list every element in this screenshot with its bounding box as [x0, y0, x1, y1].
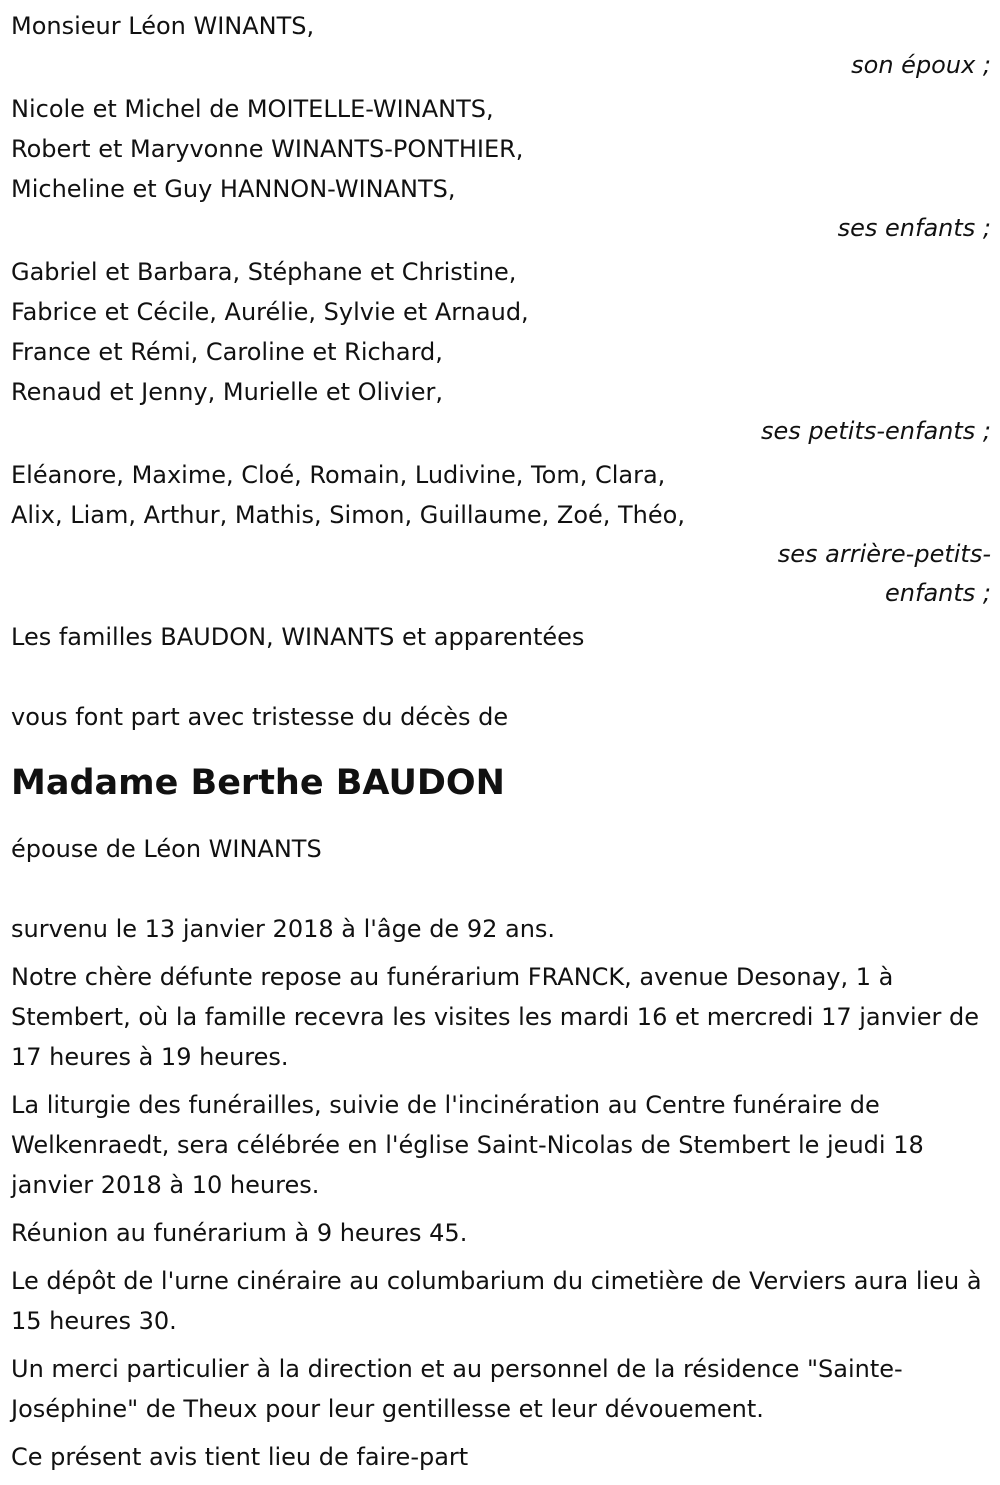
grandchildren-block — [11, 252, 991, 451]
announcement-line: vous font part avec tristesse du décès de — [11, 703, 509, 731]
great-grandchildren-role-1: ses arrière-petits- — [777, 540, 991, 568]
deceased-name: Madame Berthe BAUDON — [11, 763, 505, 803]
obituary-notice — [11, 6, 991, 1485]
great-grandchild-line: Alix, Liam, Arthur, Mathis, Simon, Guillaume, Zoé, Théo, — [11, 501, 685, 529]
children-block — [11, 89, 991, 248]
thanks-paragraph: Un merci particulier à la direction et au personnel de la résidence "Sainte-Joséphine" de Theux pour leur gentillesse et leur dévouement. — [11, 1355, 903, 1423]
spouse-block — [11, 6, 991, 85]
child-line: Robert et Maryvonne WINANTS-PONTHIER, — [11, 135, 524, 163]
child-line: Nicole et Michel de MOITELLE-WINANTS, — [11, 95, 494, 123]
death-line: survenu le 13 janvier 2018 à l'âge de 92 ans. — [11, 915, 556, 943]
grandchild-line: Gabriel et Barbara, Stéphane et Christine, — [11, 258, 517, 286]
families-line: Les familles BAUDON, WINANTS et apparentées — [11, 623, 585, 651]
visitation-paragraph: Notre chère défunte repose au funérarium FRANCK, avenue Desonay, 1 à Stembert, où la famille recevra les visites les mardi 16 et mercredi 17 janvier de 17 heures à 19 heures. — [11, 963, 979, 1071]
closing-line: Ce présent avis tient lieu de faire-part — [11, 1443, 469, 1471]
grandchild-line: France et Rémi, Caroline et Richard, — [11, 338, 443, 366]
grandchildren-role: ses petits-enfants ; — [760, 417, 991, 445]
great-grandchildren-role-2: enfants ; — [885, 579, 991, 607]
grandchild-line: Fabrice et Cécile, Aurélie, Sylvie et Arnaud, — [11, 298, 529, 326]
children-role: ses enfants ; — [837, 214, 991, 242]
grandchild-line: Renaud et Jenny, Murielle et Olivier, — [11, 378, 443, 406]
liturgy-paragraph: La liturgie des funérailles, suivie de l'incinération au Centre funéraire de Welkenraedt, sera célébrée en l'église Saint-Nicolas de Stembert le jeudi 18 janvier 2018 à 10 heures. — [11, 1091, 924, 1199]
relation-line: épouse de Léon WINANTS — [11, 835, 322, 863]
child-line: Micheline et Guy HANNON-WINANTS, — [11, 175, 456, 203]
spouse-role: son époux ; — [851, 51, 991, 79]
spouse-name: Monsieur Léon WINANTS, — [11, 12, 315, 40]
urn-paragraph: Le dépôt de l'urne cinéraire au columbarium du cimetière de Verviers aura lieu à 15 heures 30. — [11, 1267, 982, 1335]
great-grandchild-line: Eléanore, Maxime, Cloé, Romain, Ludivine, Tom, Clara, — [11, 461, 666, 489]
great-grandchildren-block — [11, 455, 991, 613]
meeting-paragraph: Réunion au funérarium à 9 heures 45. — [11, 1219, 468, 1247]
